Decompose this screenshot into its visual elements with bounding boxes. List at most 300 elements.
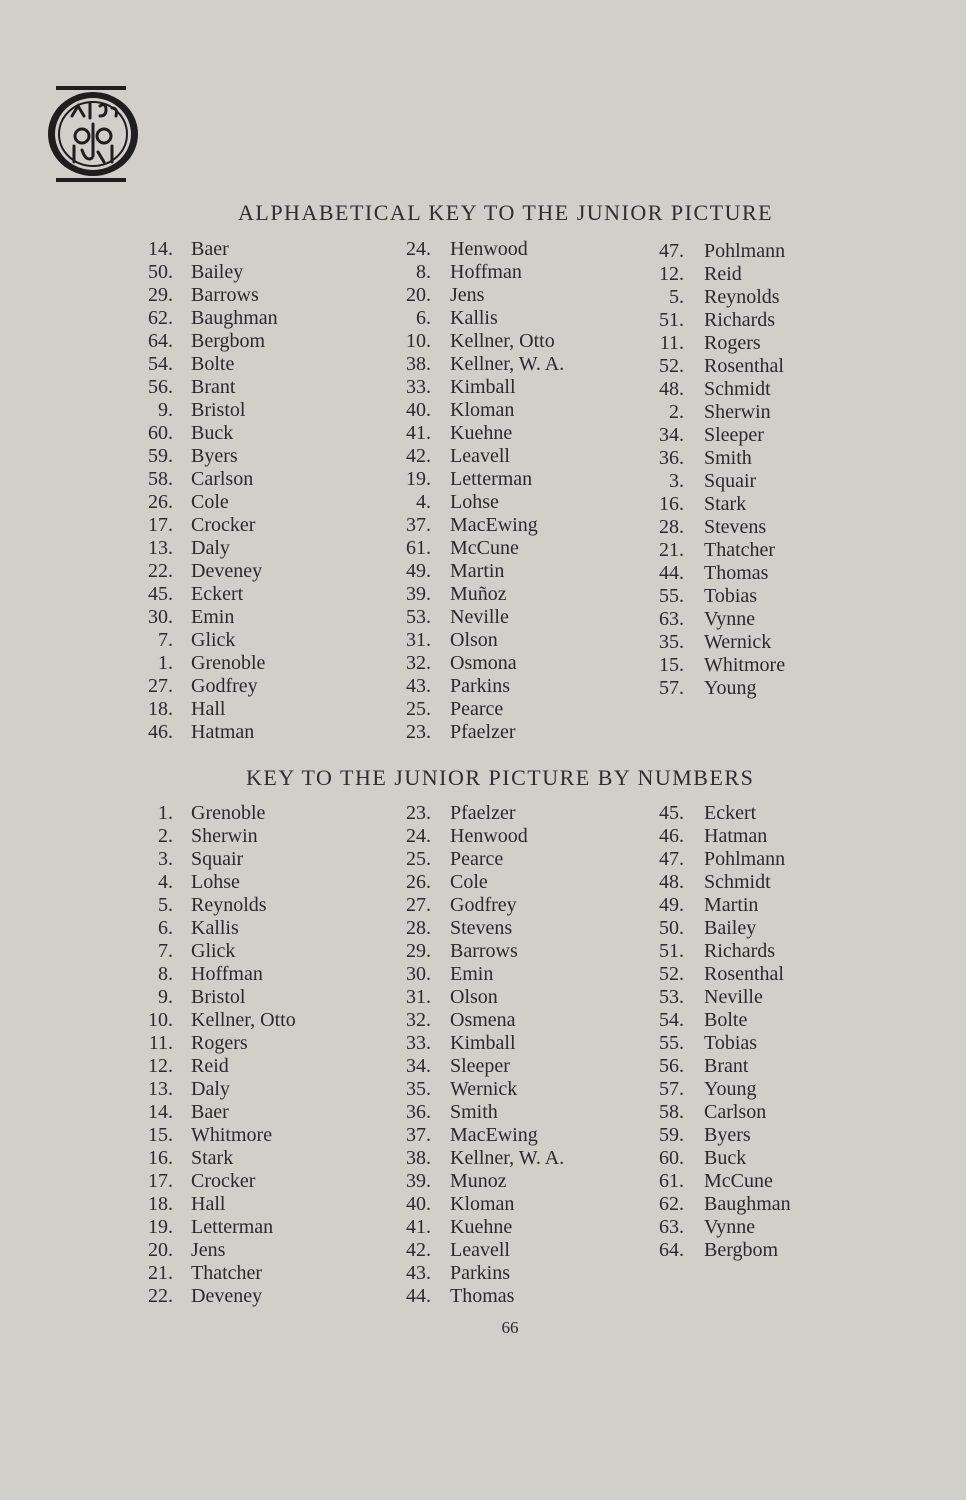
numeric-key-column-1 bbox=[136, 802, 366, 1308]
entry-name: Grenoble bbox=[191, 652, 266, 674]
key-entry bbox=[136, 353, 366, 376]
key-entry bbox=[136, 560, 366, 583]
entry-number: 36. bbox=[659, 447, 684, 469]
entry-name: Smith bbox=[450, 1101, 498, 1123]
entry-number: 47. bbox=[659, 240, 684, 262]
entry-name: Jens bbox=[450, 284, 485, 306]
entry-name: Sherwin bbox=[191, 825, 258, 847]
entry-name: Jens bbox=[191, 1239, 226, 1261]
entry-name: Emin bbox=[450, 963, 494, 985]
key-entry bbox=[136, 917, 366, 940]
alphabetical-key-column-2 bbox=[392, 238, 622, 744]
alphabetical-key-column-1 bbox=[136, 238, 366, 744]
key-entry bbox=[136, 399, 366, 422]
entry-name: Olson bbox=[450, 986, 498, 1008]
entry-number: 10. bbox=[406, 330, 431, 352]
entry-name: Reynolds bbox=[191, 894, 267, 916]
entry-name: McCune bbox=[450, 537, 519, 559]
entry-number: 3. bbox=[669, 470, 684, 492]
key-entry bbox=[644, 585, 844, 608]
key-entry bbox=[392, 940, 622, 963]
key-entry bbox=[392, 353, 622, 376]
entry-number: 1. bbox=[158, 652, 173, 674]
entry-name: Osmena bbox=[450, 1009, 516, 1031]
key-entry bbox=[136, 606, 366, 629]
entry-number: 64. bbox=[659, 1239, 684, 1261]
entry-name: Brant bbox=[191, 376, 236, 398]
entry-number: 7. bbox=[158, 940, 173, 962]
entry-number: 6. bbox=[158, 917, 173, 939]
entry-number: 42. bbox=[406, 445, 431, 467]
entry-number: 38. bbox=[406, 353, 431, 375]
entry-name: Bolte bbox=[704, 1009, 748, 1031]
entry-name: Kellner, W. A. bbox=[450, 353, 565, 375]
key-entry bbox=[392, 491, 622, 514]
entry-number: 15. bbox=[659, 654, 684, 676]
entry-name: Deveney bbox=[191, 560, 263, 582]
key-entry bbox=[136, 422, 366, 445]
entry-number: 35. bbox=[406, 1078, 431, 1100]
entry-name: Hall bbox=[191, 698, 226, 720]
alphabetical-key-heading: ALPHABETICAL KEY TO THE JUNIOR PICTURE bbox=[238, 200, 774, 225]
key-entry bbox=[136, 330, 366, 353]
entry-name: Hatman bbox=[191, 721, 255, 743]
entry-name: Carlson bbox=[191, 468, 254, 490]
entry-name: Pohlmann bbox=[704, 848, 786, 870]
entry-number: 4. bbox=[416, 491, 431, 513]
key-entry bbox=[392, 986, 622, 1009]
entry-number: 13. bbox=[148, 537, 173, 559]
entry-number: 1. bbox=[158, 802, 173, 824]
entry-name: Muñoz bbox=[450, 583, 507, 605]
entry-name: Rosenthal bbox=[704, 355, 784, 377]
entry-number: 59. bbox=[659, 1124, 684, 1146]
entry-number: 40. bbox=[406, 399, 431, 421]
entry-name: Pearce bbox=[450, 848, 504, 870]
key-entry bbox=[392, 871, 622, 894]
key-entry bbox=[136, 1170, 366, 1193]
entry-number: 3. bbox=[158, 848, 173, 870]
entry-number: 33. bbox=[406, 376, 431, 398]
entry-number: 28. bbox=[659, 516, 684, 538]
entry-number: 26. bbox=[148, 491, 173, 513]
key-entry bbox=[136, 629, 366, 652]
entry-number: 44. bbox=[406, 1285, 431, 1307]
key-entry bbox=[136, 1239, 366, 1262]
key-entry bbox=[136, 514, 366, 537]
key-entry bbox=[644, 1124, 844, 1147]
entry-name: Godfrey bbox=[191, 675, 258, 697]
key-entry bbox=[644, 1032, 844, 1055]
entry-name: Thomas bbox=[704, 562, 769, 584]
entry-name: Kuehne bbox=[450, 422, 513, 444]
entry-number: 59. bbox=[148, 445, 173, 467]
entry-number: 29. bbox=[148, 284, 173, 306]
key-entry bbox=[644, 516, 844, 539]
numeric-key-column-3 bbox=[644, 802, 844, 1262]
entry-number: 19. bbox=[406, 468, 431, 490]
key-entry bbox=[136, 307, 366, 330]
key-entry bbox=[644, 1193, 844, 1216]
entry-name: Richards bbox=[704, 309, 776, 331]
key-entry bbox=[392, 1239, 622, 1262]
entry-name: Kellner, Otto bbox=[450, 330, 555, 352]
entry-name: Godfrey bbox=[450, 894, 517, 916]
entry-number: 27. bbox=[406, 894, 431, 916]
key-entry bbox=[644, 1239, 844, 1262]
entry-name: Thatcher bbox=[191, 1262, 263, 1284]
entry-name: Byers bbox=[704, 1124, 751, 1146]
key-entry bbox=[136, 1216, 366, 1239]
entry-name: Hatman bbox=[704, 825, 768, 847]
entry-name: Schmidt bbox=[704, 871, 771, 893]
entry-number: 17. bbox=[148, 1170, 173, 1192]
entry-number: 58. bbox=[659, 1101, 684, 1123]
entry-number: 10. bbox=[148, 1009, 173, 1031]
entry-number: 53. bbox=[659, 986, 684, 1008]
entry-number: 28. bbox=[406, 917, 431, 939]
key-entry bbox=[136, 261, 366, 284]
entry-name: Olson bbox=[450, 629, 498, 651]
key-entry bbox=[644, 802, 844, 825]
entry-name: Baughman bbox=[191, 307, 278, 329]
entry-number: 2. bbox=[669, 401, 684, 423]
key-entry bbox=[644, 263, 844, 286]
entry-name: Wernick bbox=[704, 631, 772, 653]
entry-number: 61. bbox=[406, 537, 431, 559]
entry-number: 18. bbox=[148, 1193, 173, 1215]
entry-name: Bristol bbox=[191, 399, 246, 421]
entry-number: 8. bbox=[416, 261, 431, 283]
key-entry bbox=[392, 1285, 622, 1308]
entry-name: Barrows bbox=[450, 940, 518, 962]
key-entry bbox=[644, 1147, 844, 1170]
entry-number: 30. bbox=[148, 606, 173, 628]
key-entry bbox=[644, 401, 844, 424]
key-entry bbox=[136, 848, 366, 871]
key-entry bbox=[136, 583, 366, 606]
entry-number: 57. bbox=[659, 1078, 684, 1100]
key-entry bbox=[392, 1055, 622, 1078]
entry-number: 21. bbox=[148, 1262, 173, 1284]
key-entry bbox=[392, 1262, 622, 1285]
key-entry bbox=[644, 493, 844, 516]
entry-name: McCune bbox=[704, 1170, 773, 1192]
key-entry bbox=[136, 1147, 366, 1170]
key-entry bbox=[136, 284, 366, 307]
entry-name: Letterman bbox=[191, 1216, 274, 1238]
entry-name: Lohse bbox=[450, 491, 499, 513]
key-entry bbox=[392, 560, 622, 583]
key-entry bbox=[644, 848, 844, 871]
entry-name: Brant bbox=[704, 1055, 749, 1077]
key-entry bbox=[644, 309, 844, 332]
key-entry bbox=[644, 1216, 844, 1239]
key-entry bbox=[644, 1101, 844, 1124]
entry-number: 46. bbox=[148, 721, 173, 743]
entry-number: 19. bbox=[148, 1216, 173, 1238]
entry-name: Cole bbox=[191, 491, 229, 513]
key-entry bbox=[392, 307, 622, 330]
key-entry bbox=[136, 468, 366, 491]
entry-number: 9. bbox=[158, 986, 173, 1008]
key-entry bbox=[136, 1009, 366, 1032]
entry-number: 5. bbox=[669, 286, 684, 308]
entry-name: Kuehne bbox=[450, 1216, 513, 1238]
entry-name: Vynne bbox=[704, 1216, 756, 1238]
entry-number: 23. bbox=[406, 802, 431, 824]
entry-name: Hoffman bbox=[450, 261, 522, 283]
entry-number: 43. bbox=[406, 1262, 431, 1284]
entry-name: Crocker bbox=[191, 1170, 256, 1192]
entry-name: Whitmore bbox=[191, 1124, 273, 1146]
entry-number: 64. bbox=[148, 330, 173, 352]
key-entry bbox=[392, 376, 622, 399]
entry-name: Tobias bbox=[704, 585, 758, 607]
entry-name: Eckert bbox=[704, 802, 757, 824]
key-entry bbox=[392, 825, 622, 848]
entry-number: 11. bbox=[659, 332, 684, 354]
class-1919-monogram-icon bbox=[46, 86, 144, 182]
entry-name: Crocker bbox=[191, 514, 256, 536]
key-entry bbox=[644, 355, 844, 378]
key-entry bbox=[392, 1101, 622, 1124]
entry-number: 40. bbox=[406, 1193, 431, 1215]
key-entry bbox=[644, 539, 844, 562]
entry-number: 5. bbox=[158, 894, 173, 916]
key-entry bbox=[136, 537, 366, 560]
key-entry bbox=[644, 654, 844, 677]
key-entry bbox=[392, 422, 622, 445]
entry-number: 61. bbox=[659, 1170, 684, 1192]
entry-number: 27. bbox=[148, 675, 173, 697]
entry-number: 15. bbox=[148, 1124, 173, 1146]
entry-number: 9. bbox=[158, 399, 173, 421]
entry-name: Neville bbox=[704, 986, 763, 1008]
entry-number: 45. bbox=[659, 802, 684, 824]
entry-name: Sleeper bbox=[704, 424, 764, 446]
entry-name: Lohse bbox=[191, 871, 240, 893]
entry-number: 57. bbox=[659, 677, 684, 699]
key-entry bbox=[644, 470, 844, 493]
entry-number: 43. bbox=[406, 675, 431, 697]
entry-number: 36. bbox=[406, 1101, 431, 1123]
entry-name: Bergbom bbox=[191, 330, 266, 352]
entry-number: 7. bbox=[158, 629, 173, 651]
entry-name: Baughman bbox=[704, 1193, 791, 1215]
key-entry bbox=[392, 606, 622, 629]
key-entry bbox=[644, 332, 844, 355]
entry-name: Kellner, Otto bbox=[191, 1009, 296, 1031]
key-entry bbox=[644, 917, 844, 940]
entry-name: MacEwing bbox=[450, 1124, 538, 1146]
entry-number: 2. bbox=[158, 825, 173, 847]
entry-number: 52. bbox=[659, 355, 684, 377]
entry-name: Bailey bbox=[704, 917, 757, 939]
entry-number: 31. bbox=[406, 986, 431, 1008]
key-entry bbox=[392, 445, 622, 468]
page-number: 66 bbox=[501, 1318, 519, 1337]
key-entry bbox=[136, 986, 366, 1009]
key-entry bbox=[392, 514, 622, 537]
entry-name: Rogers bbox=[704, 332, 761, 354]
key-entry bbox=[644, 894, 844, 917]
entry-name: Stark bbox=[191, 1147, 234, 1169]
entry-number: 37. bbox=[406, 514, 431, 536]
key-entry bbox=[644, 378, 844, 401]
key-entry bbox=[644, 1009, 844, 1032]
key-entry bbox=[136, 871, 366, 894]
key-entry bbox=[392, 1032, 622, 1055]
entry-name: Pohlmann bbox=[704, 240, 786, 262]
key-entry bbox=[644, 1170, 844, 1193]
entry-name: Rogers bbox=[191, 1032, 248, 1054]
entry-number: 51. bbox=[659, 940, 684, 962]
entry-name: Thatcher bbox=[704, 539, 776, 561]
key-entry bbox=[644, 1078, 844, 1101]
entry-number: 29. bbox=[406, 940, 431, 962]
key-entry bbox=[644, 963, 844, 986]
entry-number: 25. bbox=[406, 848, 431, 870]
entry-number: 31. bbox=[406, 629, 431, 651]
entry-name: Bristol bbox=[191, 986, 246, 1008]
key-entry bbox=[644, 825, 844, 848]
entry-name: Martin bbox=[704, 894, 759, 916]
entry-name: Whitmore bbox=[704, 654, 786, 676]
key-entry bbox=[392, 1170, 622, 1193]
entry-name: Bolte bbox=[191, 353, 235, 375]
entry-name: Martin bbox=[450, 560, 505, 582]
entry-number: 32. bbox=[406, 1009, 431, 1031]
entry-name: Emin bbox=[191, 606, 235, 628]
entry-name: Rosenthal bbox=[704, 963, 784, 985]
entry-name: Stark bbox=[704, 493, 747, 515]
key-entry bbox=[392, 1124, 622, 1147]
entry-name: Vynne bbox=[704, 608, 756, 630]
key-entry bbox=[644, 871, 844, 894]
key-entry bbox=[136, 1055, 366, 1078]
entry-number: 14. bbox=[148, 1101, 173, 1123]
entry-number: 50. bbox=[148, 261, 173, 283]
entry-name: Smith bbox=[704, 447, 752, 469]
entry-name: Kloman bbox=[450, 399, 515, 421]
entry-name: Sherwin bbox=[704, 401, 771, 423]
entry-name: Baer bbox=[191, 238, 229, 260]
entry-name: Tobias bbox=[704, 1032, 758, 1054]
key-entry bbox=[392, 675, 622, 698]
key-entry bbox=[136, 675, 366, 698]
entry-number: 62. bbox=[148, 307, 173, 329]
key-entry bbox=[136, 652, 366, 675]
entry-name: Henwood bbox=[450, 825, 528, 847]
entry-name: Kimball bbox=[450, 376, 516, 398]
entry-number: 60. bbox=[659, 1147, 684, 1169]
numeric-key-column-2 bbox=[392, 802, 622, 1308]
entry-number: 49. bbox=[406, 560, 431, 582]
entry-number: 22. bbox=[148, 560, 173, 582]
entry-number: 16. bbox=[659, 493, 684, 515]
entry-name: Buck bbox=[704, 1147, 747, 1169]
entry-number: 48. bbox=[659, 871, 684, 893]
entry-name: Squair bbox=[704, 470, 757, 492]
entry-number: 16. bbox=[148, 1147, 173, 1169]
entry-name: Reynolds bbox=[704, 286, 780, 308]
entry-name: Daly bbox=[191, 537, 230, 559]
entry-number: 18. bbox=[148, 698, 173, 720]
entry-name: Schmidt bbox=[704, 378, 771, 400]
entry-name: Kallis bbox=[450, 307, 498, 329]
key-entry bbox=[644, 986, 844, 1009]
entry-name: Young bbox=[704, 1078, 757, 1100]
entry-number: 41. bbox=[406, 1216, 431, 1238]
entry-number: 50. bbox=[659, 917, 684, 939]
entry-number: 33. bbox=[406, 1032, 431, 1054]
key-entry bbox=[136, 698, 366, 721]
key-entry bbox=[136, 1193, 366, 1216]
entry-name: Parkins bbox=[450, 675, 510, 697]
entry-name: Young bbox=[704, 677, 757, 699]
entry-number: 58. bbox=[148, 468, 173, 490]
key-entry bbox=[136, 1124, 366, 1147]
entry-number: 47. bbox=[659, 848, 684, 870]
key-entry bbox=[392, 468, 622, 491]
entry-number: 14. bbox=[148, 238, 173, 260]
entry-number: 49. bbox=[659, 894, 684, 916]
entry-name: Stevens bbox=[704, 516, 767, 538]
entry-name: Kloman bbox=[450, 1193, 515, 1215]
key-entry bbox=[392, 1216, 622, 1239]
key-entry bbox=[392, 1193, 622, 1216]
entry-name: Kellner, W. A. bbox=[450, 1147, 565, 1169]
key-entry bbox=[136, 802, 366, 825]
entry-name: Grenoble bbox=[191, 802, 266, 824]
entry-name: Neville bbox=[450, 606, 509, 628]
key-entry bbox=[644, 608, 844, 631]
entry-name: Eckert bbox=[191, 583, 244, 605]
key-entry bbox=[392, 894, 622, 917]
entry-number: 63. bbox=[659, 1216, 684, 1238]
key-entry bbox=[392, 721, 622, 744]
key-entry bbox=[392, 284, 622, 307]
entry-name: Osmona bbox=[450, 652, 517, 674]
entry-name: Henwood bbox=[450, 238, 528, 260]
entry-number: 26. bbox=[406, 871, 431, 893]
entry-name: Wernick bbox=[450, 1078, 518, 1100]
entry-name: Reid bbox=[704, 263, 742, 285]
entry-name: Carlson bbox=[704, 1101, 767, 1123]
entry-number: 55. bbox=[659, 1032, 684, 1054]
entry-number: 20. bbox=[406, 284, 431, 306]
key-entry bbox=[644, 562, 844, 585]
entry-number: 48. bbox=[659, 378, 684, 400]
entry-name: Richards bbox=[704, 940, 776, 962]
entry-number: 42. bbox=[406, 1239, 431, 1261]
entry-name: Byers bbox=[191, 445, 238, 467]
entry-number: 24. bbox=[406, 238, 431, 260]
key-entry bbox=[136, 1262, 366, 1285]
entry-number: 51. bbox=[659, 309, 684, 331]
entry-number: 39. bbox=[406, 583, 431, 605]
key-entry bbox=[392, 698, 622, 721]
key-entry bbox=[644, 940, 844, 963]
key-entry bbox=[392, 583, 622, 606]
entry-number: 37. bbox=[406, 1124, 431, 1146]
key-entry bbox=[392, 1078, 622, 1101]
key-entry bbox=[644, 447, 844, 470]
entry-number: 13. bbox=[148, 1078, 173, 1100]
key-entry bbox=[136, 1078, 366, 1101]
entry-name: Deveney bbox=[191, 1285, 263, 1307]
